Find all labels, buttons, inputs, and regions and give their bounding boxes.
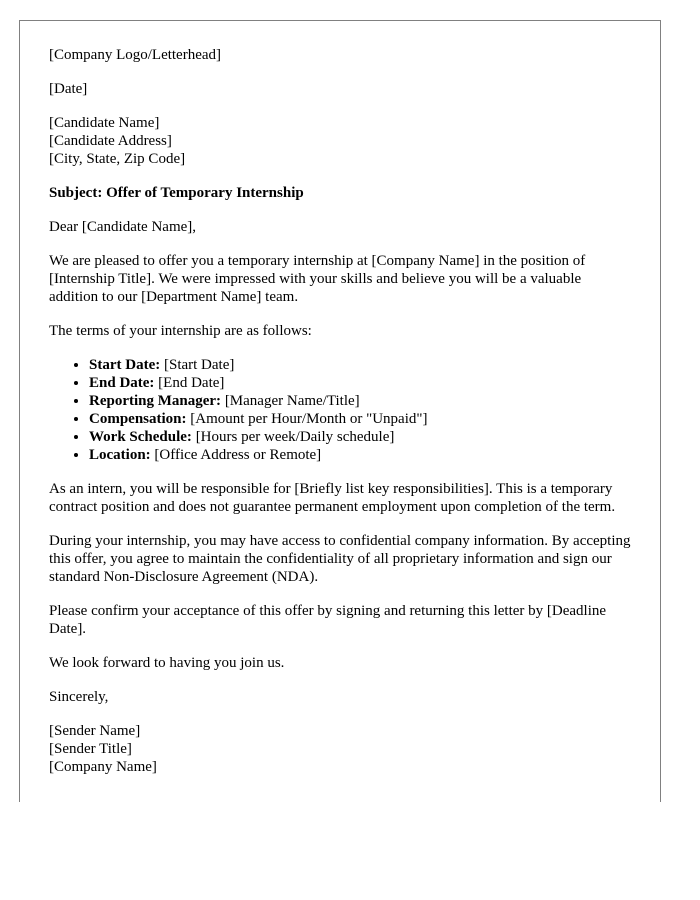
term-value: [Office Address or Remote] — [150, 447, 322, 463]
salutation: Dear [Candidate Name], — [49, 219, 197, 235]
sign-off: Sincerely, — [49, 689, 109, 705]
recipient-block — [49, 114, 631, 168]
sender-name: [Sender Name] — [49, 723, 141, 739]
term-value: [Hours per week/Daily schedule] — [191, 429, 395, 445]
offer-letter — [19, 20, 661, 802]
recipient-address: [Candidate Address] — [49, 133, 172, 149]
term-label: Start Date: — [89, 357, 161, 373]
term-value: [Start Date] — [160, 357, 235, 373]
sender-title: [Sender Title] — [49, 741, 132, 757]
term-work-schedule — [89, 428, 631, 446]
term-label: End Date: — [89, 375, 155, 391]
term-start-date — [89, 356, 631, 374]
term-value: [Manager Name/Title] — [221, 393, 360, 409]
letter-date: [Date] — [49, 81, 88, 97]
sender-company: [Company Name] — [49, 759, 157, 775]
recipient-name: [Candidate Name] — [49, 115, 160, 131]
subject-line: Subject: Offer of Temporary Internship — [49, 185, 304, 201]
closing-line: We look forward to having you join us. — [49, 655, 285, 671]
term-label: Compensation: — [89, 411, 187, 427]
term-label: Work Schedule: — [89, 429, 192, 445]
term-label: Location: — [89, 447, 151, 463]
term-value: [Amount per Hour/Month or "Unpaid"] — [186, 411, 428, 427]
responsibilities-paragraph: As an intern, you will be responsible for [Briefly list key responsibilities]. This is a temporary contract position and does not guarantee permanent employment upon completion of the term. — [49, 481, 616, 515]
term-end-date — [89, 374, 631, 392]
terms-intro: The terms of your internship are as follows: — [49, 323, 312, 339]
terms-list — [49, 356, 631, 464]
term-label: Reporting Manager: — [89, 393, 222, 409]
term-value: [End Date] — [154, 375, 225, 391]
term-compensation — [89, 410, 631, 428]
sender-block — [49, 722, 631, 776]
recipient-city: [City, State, Zip Code] — [49, 151, 186, 167]
confidentiality-paragraph: During your internship, you may have access to confidential company information. By accepting this offer, you agree to maintain the confidentiality of all proprietary information and sign our standard Non-Disclosure Agreement (NDA). — [49, 533, 631, 585]
term-location — [89, 446, 631, 464]
letterhead: [Company Logo/Letterhead] — [49, 47, 222, 63]
intro-paragraph: We are pleased to offer you a temporary internship at [Company Name] in the position of [Internship Title]. We were impressed with your skills and believe you will be a valuable addition to our [Department Name] team. — [49, 253, 586, 305]
term-reporting-manager — [89, 392, 631, 410]
confirmation-paragraph: Please confirm your acceptance of this offer by signing and returning this letter by [Deadline Date]. — [49, 603, 607, 637]
